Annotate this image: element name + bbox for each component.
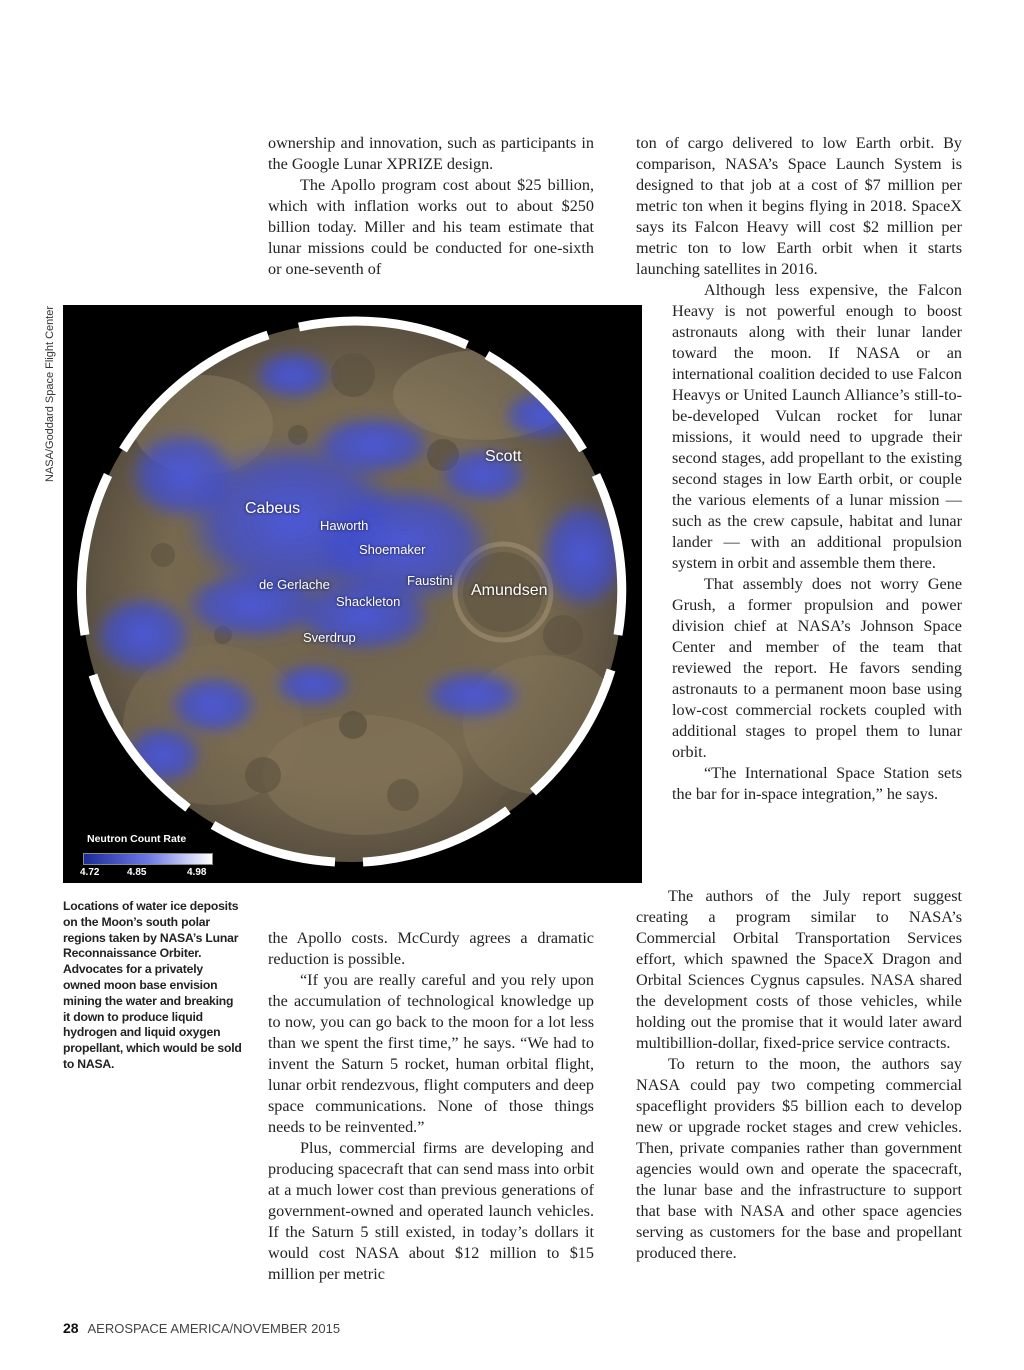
- article-paragraph: the Apollo costs. McCurdy agrees a dramatic reduction is possible.: [268, 929, 594, 968]
- article-paragraph: Plus, commercial firms are developing and producing spacecraft that can send mass into orbit at a much lower cost than previous generations of government-owned and operated launch vehicles. If the Saturn 5 still existed, in today’s dollars it would cost NASA about $12 million to $15 million per metric: [268, 1139, 594, 1283]
- article-column-right-bottom: [636, 886, 962, 1264]
- label-sverdrup: Sverdrup: [303, 630, 356, 645]
- article-paragraph: To return to the moon, the authors say NASA could pay two competing commercial spaceflight providers $5 billion each to develop new or upgrade rocket stages and crew vehicles. Then, private companies rather than government agencies would own and operate the spacecraft, the lunar base and the infrastructure to support that base with NASA and other space agencies serving as customers for the base and propellant produced there.: [636, 1055, 962, 1262]
- article-paragraph: “If you are really careful and you rely upon the accumulation of technological knowledge up to now, you can go back to the moon for a lot less than we spent the first time,” he says. “We had to invent the Saturn 5 rocket, human orbital flight, lunar orbit rendezvous, flight computers and deep space communications. None of those things needs to be reinvented.”: [268, 971, 594, 1136]
- article-paragraph: The authors of the July report suggest creating a program similar to NASA’s Commercial Orbital Transportation Services effort, which spawned the SpaceX Dragon and Orbital Sciences Cygnus capsules. NASA shared the development costs of those vehicles, while holding out the promise that it would later award multibillion-dollar, fixed-price service contracts.: [636, 887, 962, 1052]
- article-column-right-narrow: [672, 280, 962, 805]
- article-paragraph: Although less expensive, the Falcon Heavy is not powerful enough to boost astronauts along with their lunar lander toward the moon. If NASA or an international coalition decided to use Falcon Heavys or United Launch Alliance’s still-to-be-developed Vulcan rocket for lunar missions, it would need to upgrade their second stages, add propellant to the existing second stages in low Earth orbit, or couple the various elements of a lunar mission — such as the crew capsule, habitat and lunar lander — with an additional propulsion system in orbit and assemble them there.: [672, 281, 962, 572]
- figure-caption: Locations of water ice deposits on the Moon’s south polar regions taken by NASA’s Lunar Reconnaissance Orbiter. Advocates for a privately owned moon base envision mining the water and breaking it down to produce liquid hydrogen and liquid oxygen propellant, which would be sold to NASA.: [63, 899, 242, 1071]
- page-footer: [63, 1320, 340, 1336]
- label-amundsen: Amundsen: [471, 582, 548, 599]
- legend-tick: 4.85: [127, 867, 147, 878]
- article-paragraph: That assembly does not worry Gene Grush, a former propulsion and power division chief at NASA’s Johnson Space Center and member of the team that reviewed the report. He favors sending astronauts to a permanent moon base using low-cost commercial rockets coupled with additional stages to propel them to lunar orbit.: [672, 575, 962, 761]
- publication-name: AEROSPACE AMERICA/NOVEMBER 2015: [87, 1321, 341, 1336]
- article-paragraph: “The International Space Station sets the bar for in-space integration,” he says.: [672, 764, 962, 803]
- label-cabeus: Cabeus: [245, 500, 301, 517]
- article-paragraph: The Apollo program cost about $25 billion, which with inflation works out to about $250 billion today. Miller and his team estimate that lunar missions could be conducted for one-sixth or one-seventh of: [268, 176, 594, 278]
- legend-tick: 4.72: [80, 867, 100, 878]
- label-haworth: Haworth: [320, 518, 369, 533]
- article-column-middle-bottom: [268, 928, 594, 1285]
- article-column-middle-top: [268, 133, 594, 280]
- photo-credit-text: NASA/Goddard Space Flight Center: [44, 305, 56, 482]
- article-column-right-top: [636, 133, 962, 280]
- article-paragraph: ton of cargo delivered to low Earth orbit. By comparison, NASA’s Space Launch System is designed to that job at a cost of $7 million per metric ton when it begins flying in 2018. SpaceX says its Falcon Heavy will cost $2 million per metric ton to low Earth orbit when it starts launching satellites in 2016.: [636, 134, 962, 278]
- legend-title: Neutron Count Rate: [87, 833, 187, 845]
- moon-water-ice-map: [63, 305, 642, 883]
- article-paragraph: ownership and innovation, such as participants in the Google Lunar XPRIZE design.: [268, 134, 594, 173]
- legend-color-bar: [83, 853, 213, 865]
- legend-tick: 4.98: [187, 867, 207, 878]
- label-faustini: Faustini: [407, 573, 453, 588]
- label-shackleton: Shackleton: [336, 594, 401, 609]
- label-de-gerlache: de Gerlache: [259, 577, 330, 592]
- label-scott: Scott: [485, 448, 522, 465]
- label-shoemaker: Shoemaker: [359, 542, 426, 557]
- page-number: 28: [63, 1320, 79, 1336]
